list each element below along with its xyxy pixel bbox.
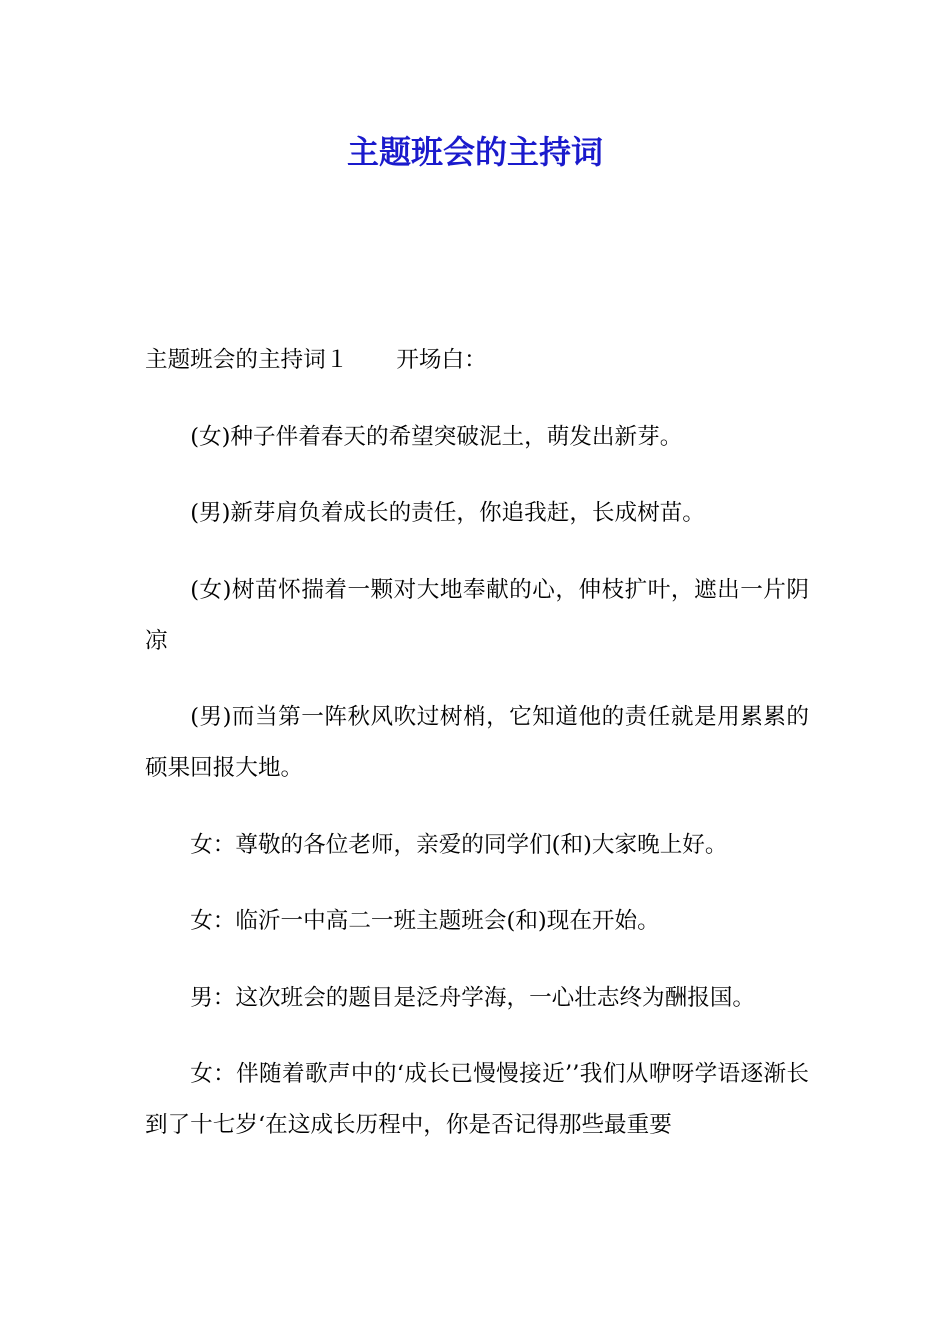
first-line — [145, 335, 809, 386]
paragraph: 女：伴随着歌声中的‘成长已慢慢接近’’我们从咿呀学语逐渐长到了十七岁‘在这成长历程中，你是否记得那些最重要 — [145, 1061, 809, 1138]
paragraph: 男：这次班会的题目是泛舟学海，一心壮志终为酬报国。 — [190, 984, 756, 1011]
document-body — [145, 335, 809, 1177]
paragraph: (男)而当第一阵秋风吹过树梢，它知道他的责任就是用累累的硕果回报大地。 — [145, 704, 809, 781]
paragraph: (男)新芽肩负着成长的责任，你追我赶，长成树苗。 — [190, 500, 705, 526]
paragraph: (女)树苗怀揣着一颗对大地奉献的心，伸枝扩叶，遮出一片阴凉 — [145, 576, 809, 654]
paragraph: (女)种子伴着春天的希望突破泥土，萌发出新芽。 — [190, 423, 683, 450]
paragraph: 女：尊敬的各位老师，亲爱的同学们(和)大家晚上好。 — [190, 831, 728, 858]
section-heading: 主题班会的主持词１ — [145, 347, 349, 373]
paragraph: 女：临沂一中高二一班主题班会(和)现在开始。 — [190, 908, 660, 934]
section-label: 开场白： — [396, 347, 487, 373]
document-title: 主题班会的主持词 — [346, 133, 603, 171]
